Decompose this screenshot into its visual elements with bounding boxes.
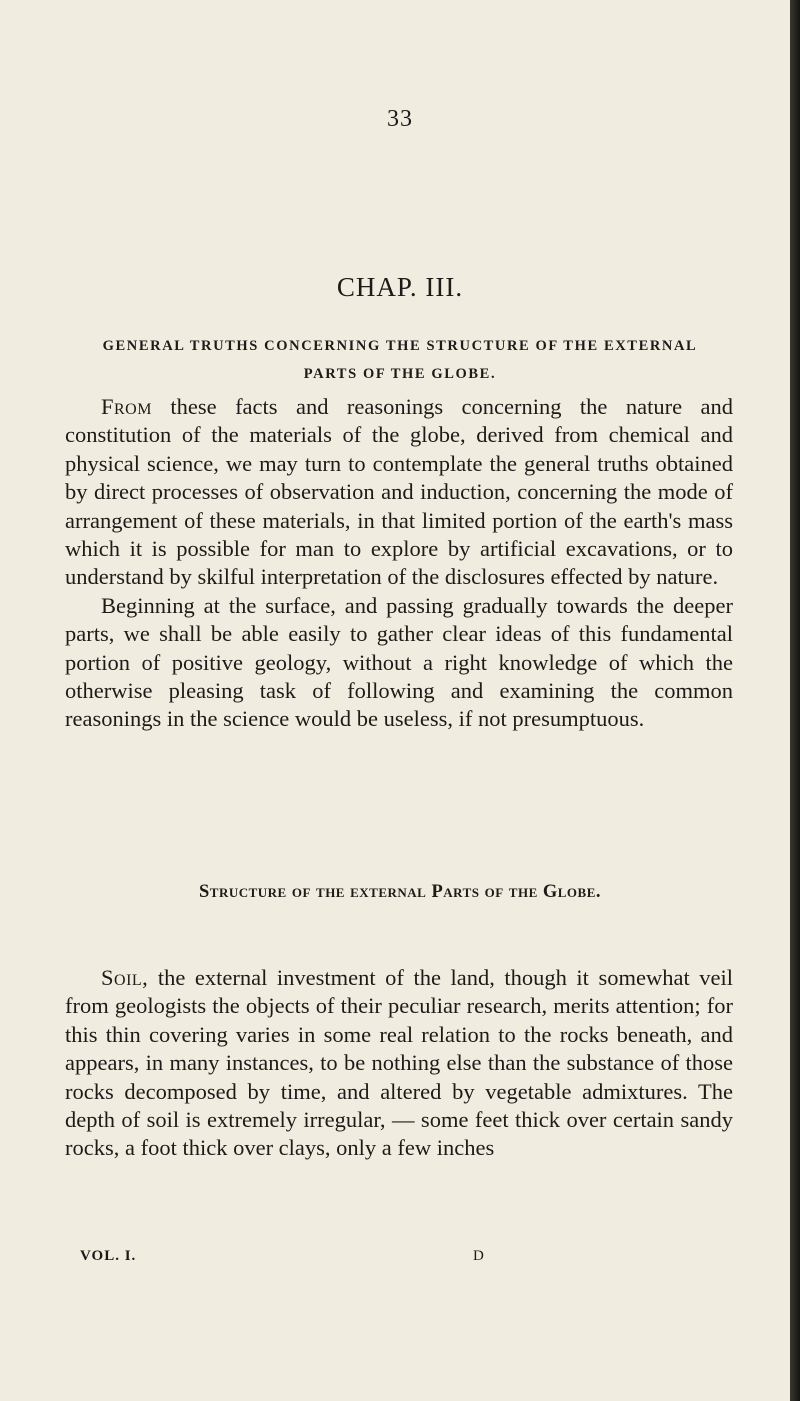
paragraph-1-text: these facts and reasonings concerning the nature and constitution of the materials of the globe, derived from chemical and physical science, we may turn to contemplate the general truths obtained by direct processes of observation and induction, concerning the mode of arrangement of these materials, in that limited portion of the earth's mass which it is possible for man to explore by artificial excavations, or to understand by skilful interpretation of the disclosures effected by nature. bbox=[65, 394, 733, 590]
book-binding-edge bbox=[790, 0, 800, 1401]
signature-mark: D bbox=[473, 1248, 485, 1264]
section-heading: Structure of the external Parts of the Globe. bbox=[198, 882, 602, 902]
paragraph-2: Beginning at the surface, and passing gradually towards the deeper parts, we shall be able easily to gather clear ideas of this fundamental portion of positive geology, without a right knowledge of which the otherwise pleasing task of following and examining the common reasonings in the science would be useless, if not presumptuous. bbox=[65, 592, 733, 732]
body-text-block bbox=[65, 393, 733, 734]
paragraph-1-first-word: From bbox=[101, 394, 152, 419]
chapter-title: CHAP. III. bbox=[336, 272, 464, 302]
volume-label: VOL. I. bbox=[80, 1248, 137, 1264]
paragraph-3 bbox=[65, 964, 733, 1163]
paragraph-3-first-word: Soil, bbox=[101, 965, 149, 990]
paragraph-3-text: the external investment of the land, though it somewhat veil from geologists the objects of their peculiar research, merits attention; for this thin covering varies in some real relation to the rocks beneath, and appears, in many instances, to be nothing else than the substance of those rocks decomposed by time, and altered by vegetable admixtures. The depth of soil is extremely irregular, — some feet thick over certain sandy rocks, a foot thick over clays, only a few inches bbox=[65, 965, 733, 1161]
paragraph-1 bbox=[65, 393, 733, 592]
page-number: 33 bbox=[387, 106, 413, 132]
chapter-subtitle: GENERAL TRUTHS CONCERNING THE STRUCTURE OF THE EXTERNAL PARTS OF THE GLOBE. bbox=[102, 338, 698, 382]
body-text-block-2 bbox=[65, 964, 733, 1163]
